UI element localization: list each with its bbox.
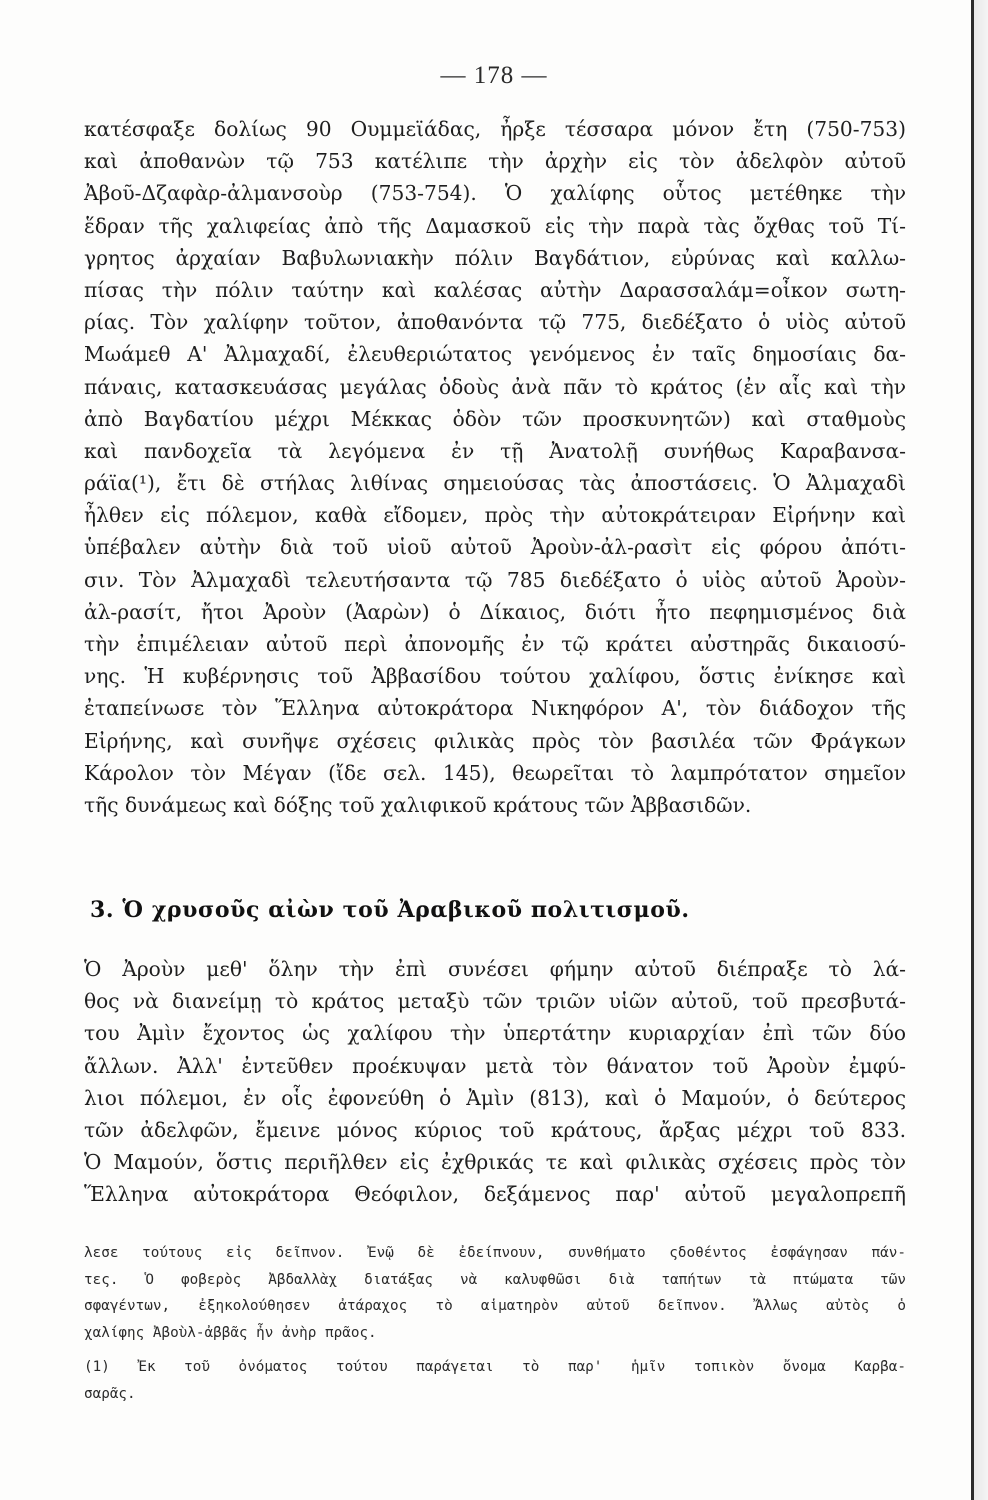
body-line: καὶ ἀποθανὼν τῷ 753 κατέλιπε τὴν ἀρχὴν εἰς τὸν ἀδελφὸν αὐτοῦ xyxy=(84,149,906,174)
page-edge-line xyxy=(971,0,974,1500)
section-text xyxy=(84,953,906,1211)
body-line: σιν. Τὸν Ἀλμαχαδὶ τελευτήσαντα τῷ 785 διεδέξατο ὁ υἱὸς αὐτοῦ Ἀροὺν- xyxy=(84,567,906,592)
body-line: Εἰρήνης, καὶ συνῆψε σχέσεις φιλικὰς πρὸς τὸν βασιλέα τῶν Φράγκων xyxy=(84,728,906,753)
body-line: καὶ πανδοχεῖα τὰ λεγόμενα ἐν τῇ Ἀνατολῇ συνήθως Καραβανσα- xyxy=(84,438,906,463)
section-line: Ὁ Ἀροὺν μεθ' ὅλην τὴν ἐπὶ συνέσει φήμην αὐτοῦ διέπραξε τὸ λά- xyxy=(84,957,906,981)
section-line: Ἕλληνα αὐτοκράτορα Θεόφιλον, δεξάμενος παρ' αὐτοῦ μεγαλοπρεπῆ xyxy=(84,1182,906,1207)
body-line: ράϊα(¹), ἔτι δὲ στήλας λιθίνας σημειούσας τὰς ἀποστάσεις. Ὁ Ἀλμαχαδὶ xyxy=(84,471,906,496)
body-line: κατέσφαξε δολίως 90 Ουμμεϊάδας, ἦρξε τέσσαρα μόνον ἔτη (750-753) xyxy=(84,117,906,141)
body-line: ρίας. Τὸν χαλίφην τοῦτον, ἀποθανόντα τῷ 775, διεδέξατο ὁ υἱὸς αὐτοῦ xyxy=(84,310,906,335)
footnote-gap xyxy=(84,1346,906,1354)
section-line: λιοι πόλεμοι, ἐν οἷς ἐφονεύθη ὁ Ἀμὶν (813), καὶ ὁ Μαμούν, ὁ δεύτερος xyxy=(84,1085,906,1110)
body-line: ἐταπείνωσε τὸν Ἕλληνα αὐτοκράτορα Νικηφόρον Α', τὸν διάδοχον τῆς xyxy=(84,696,906,721)
footnote-line: σφαγέντων, ἐξηκολούθησεν ἀτάραχος τὸ αἱματηρὸν αὐτοῦ δεῖπνον. Ἄλλως αὐτὸς ὁ xyxy=(84,1298,906,1314)
body-text xyxy=(84,113,906,821)
section-line: τῶν ἀδελφῶν, ἔμεινε μόνος κύριος τοῦ κράτους, ἄρξας μέχρι τοῦ 833. xyxy=(84,1117,906,1142)
footnote-line: χαλίφης Ἀβοὺλ-ἀββᾶς ἦν ἀνὴρ πρᾶος. xyxy=(84,1324,377,1341)
body-line: πάναις, κατασκευάσας μεγάλας ὁδοὺς ἀνὰ πᾶν τὸ κράτος (ἐν αἷς καὶ τὴν xyxy=(84,374,906,399)
footnote-separator xyxy=(86,1231,906,1232)
body-line: τὴν ἐπιμέλειαν αὐτοῦ περὶ ἀπονομῆς ἐν τῷ κράτει αὐστηρᾶς δικαιοσύ- xyxy=(84,632,906,656)
body-line: Κάρολον τὸν Μέγαν (ἴδε σελ. 145), θεωρεῖται τὸ λαμπρότατον σημεῖον xyxy=(84,760,906,785)
body-line: τῆς δυνάμεως καὶ δόξης τοῦ χαλιφικοῦ κράτους τῶν Ἀββασιδῶν. xyxy=(84,792,752,817)
section-line: ἄλλων. Ἀλλ' ἐντεῦθεν προέκυψαν μετὰ τὸν θάνατον τοῦ Ἀροὺν ἐμφύ- xyxy=(84,1053,906,1078)
body-line: ἦλθεν εἰς πόλεμον, καθὰ εἴδομεν, πρὸς τὴν αὐτοκράτειραν Εἰρήνην καὶ xyxy=(84,503,906,528)
section-line: θος νὰ διανείμῃ τὸ κράτος μεταξὺ τῶν τριῶν υἱῶν αὐτοῦ, τοῦ πρεσβυτά- xyxy=(84,989,906,1014)
body-line: νης. Ἡ κυβέρνησις τοῦ Ἀββασίδου τούτου χαλίφου, ὅστις ἐνίκησε καὶ xyxy=(84,664,906,689)
footnote-1-line: σαρᾶς. xyxy=(84,1385,136,1402)
body-line: ἕδραν τῆς χαλιφείας ἀπὸ τῆς Δαμασκοῦ εἰς τὴν παρὰ τὰς ὄχθας τοῦ Τί- xyxy=(84,213,906,238)
page-number: — 178 — xyxy=(440,62,548,89)
body-line: ἀλ-ρασίτ, ἤτοι Ἀροὺν (Ἀαρὼν) ὁ Δίκαιος, διότι ἦτο πεφημισμένος διὰ xyxy=(84,599,906,624)
body-line: Ἀβοῦ-Δζαφὰρ-ἀλμανσοὺρ (753-754). Ὁ χαλίφης οὗτος μετέθηκε τὴν xyxy=(84,181,906,206)
footnote-1-line: (1) Ἐκ τοῦ ὀνόματος τούτου παράγεται τὸ παρ' ἡμῖν τοπικὸν ὄνομα Καρβα- xyxy=(84,1359,906,1375)
page-gutter-shadow xyxy=(974,0,988,1500)
footnote-line: τες. Ὁ φοβερὸς Ἀβδαλλὰχ διατάξας νὰ καλυφθῶσι διὰ ταπήτων τὰ πτώματα τῶν xyxy=(84,1271,906,1288)
footnote-line: λεσε τούτους εἰς δεῖπνον. Ἐνῷ δὲ ἐδείπνουν, συνθήματο ςδοθέντος ἐσφάγησαν πάν- xyxy=(84,1245,906,1261)
section-line: του Ἀμὶν ἔχοντος ὡς χαλίφου τὴν ὑπερτάτην κυριαρχίαν ἐπὶ τῶν δύο xyxy=(84,1021,906,1046)
footnotes xyxy=(84,1240,906,1407)
body-line: ἀπὸ Βαγδατίου μέχρι Μέκκας ὁδὸν τῶν προσκυνητῶν) καὶ σταθμοὺς xyxy=(84,406,906,431)
section-heading: 3. Ὁ χρυσοῦς αἰὼν τοῦ Ἀραβικοῦ πολιτισμοῦ. xyxy=(90,897,690,923)
body-line: Μωάμεθ Α' Ἀλμαχαδί, ἐλευθεριώτατος γενόμενος ἐν ταῖς δημοσίαις δα- xyxy=(84,342,906,367)
section-line: Ὁ Μαμούν, ὅστις περιῆλθεν εἰς ἐχθρικάς τε καὶ φιλικὰς σχέσεις πρὸς τὸν xyxy=(84,1150,906,1175)
body-line: γρητος ἀρχαίαν Βαβυλωνιακὴν πόλιν Βαγδάτιον, εὐρύνας καὶ καλλω- xyxy=(84,245,906,270)
body-line: πίσας τὴν πόλιν ταύτην καὶ καλέσας αὐτὴν Δαρασσαλάμ=οἶκον σωτη- xyxy=(84,277,906,302)
body-line: ὑπέβαλεν αὐτὴν διὰ τοῦ υἱοῦ αὐτοῦ Ἀροὺν-ἀλ-ρασὶτ εἰς φόρου ἀπότι- xyxy=(84,535,906,560)
